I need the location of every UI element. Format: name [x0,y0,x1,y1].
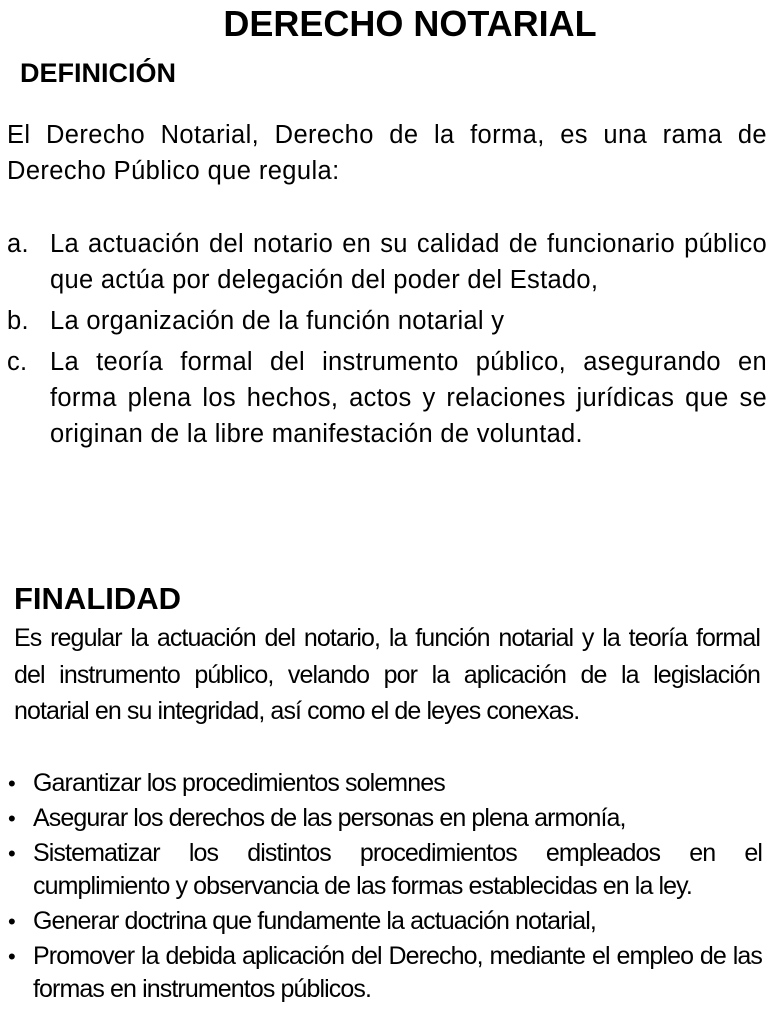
list-marker: c. [7,348,28,376]
list-marker: b. [7,307,29,335]
bullet-icon: • [8,909,15,934]
bullet-text: Garantizar los procedimientos solemnes [33,769,445,797]
section-heading-finalidad: FINALIDAD [14,581,182,616]
list-item [7,226,767,298]
bullet-text: Asegurar los derechos de las personas en plena armonía, [33,804,626,832]
bullet-icon: • [8,771,15,796]
bullet-text: Generar doctrina que fundamente la actuación notarial, [33,907,596,935]
finalidad-bullet-list [8,767,762,1008]
list-item [7,344,767,452]
finalidad-text: Es regular la actuación del notario, la función notarial y la teoría formal del instrumento público, velando por la aplicación de la legislación notarial en su integridad, así como el de leyes conexas. [14,624,760,725]
list-item [7,303,767,339]
list-item-text: La actuación del notario en su calidad de funcionario público que actúa por delegación del poder del Estado, [50,230,767,294]
bullet-item [8,767,762,800]
bullet-icon: • [8,944,15,969]
bullet-item [8,837,762,903]
bullet-text: Sistematizar los distintos procedimientos empleados en el cumplimiento y observancia de las formas establecidas en la ley. [33,839,762,900]
page-title: DERECHO NOTARIAL [223,3,597,44]
section-heading-definicion: DEFINICIÓN [20,58,177,88]
list-marker: a. [7,230,29,258]
definicion-list [7,226,767,457]
list-item-text: La organización de la función notarial y [50,307,505,335]
definicion-intro: El Derecho Notarial, Derecho de la forma, es una rama de Derecho Público que regula: [7,121,767,185]
bullet-item [8,802,762,835]
bullet-text: Promover la debida aplicación del Derecho, mediante el empleo de las formas en instrumentos públicos. [33,942,762,1003]
bullet-icon: • [8,806,15,831]
list-item-text: La teoría formal del instrumento público, asegurando en forma plena los hechos, actos y relaciones jurídicas que se originan de la libre manifestación de voluntad. [50,348,767,448]
bullet-item [8,940,762,1006]
bullet-item [8,905,762,938]
bullet-icon: • [8,841,15,866]
